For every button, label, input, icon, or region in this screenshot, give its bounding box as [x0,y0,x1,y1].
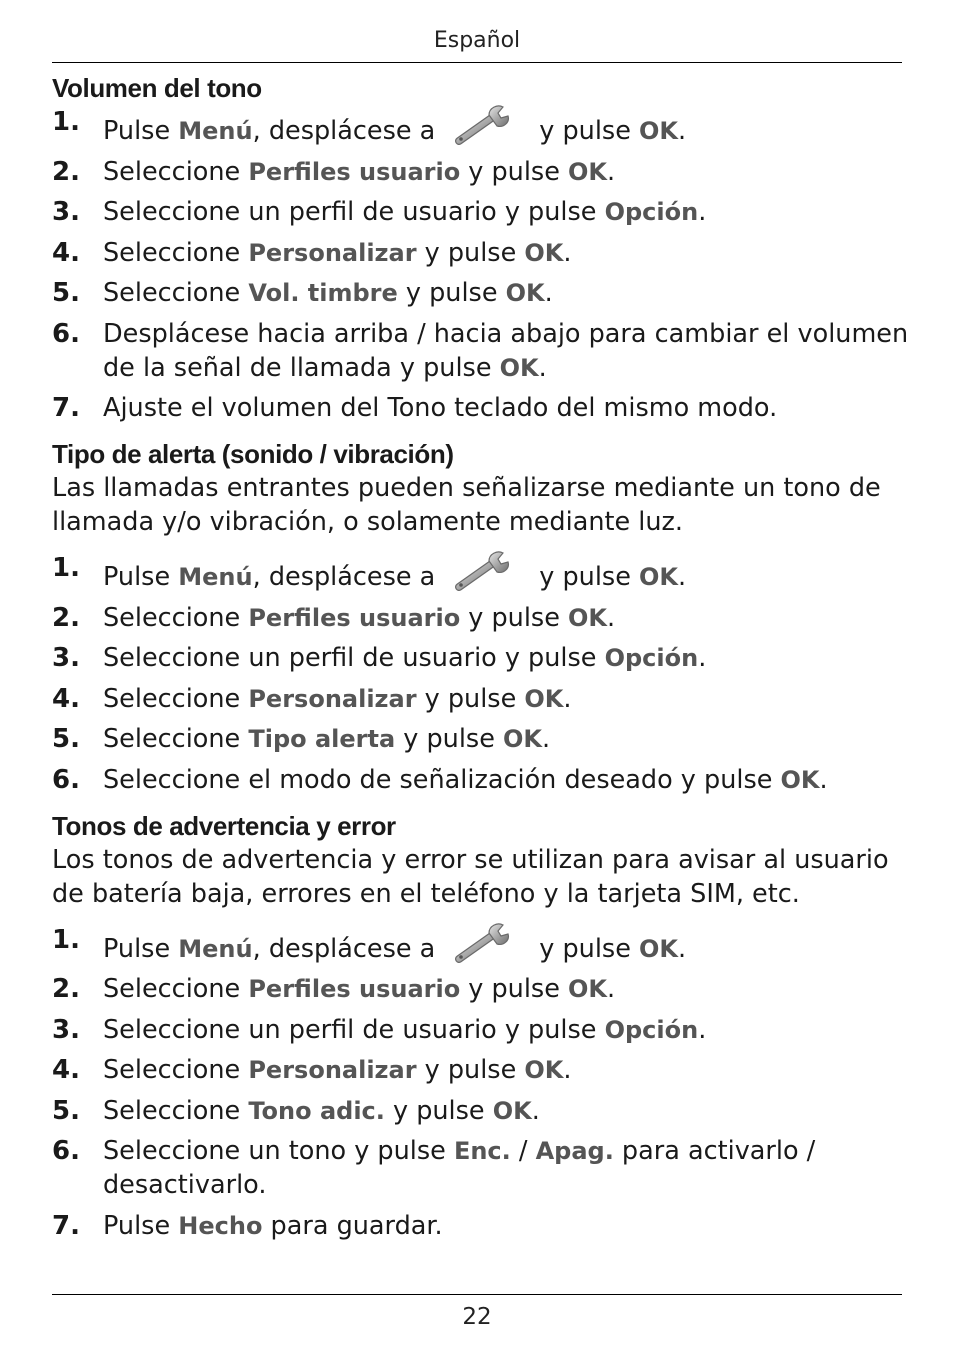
steps-list [52,923,912,1243]
step-text: . [678,562,687,592]
step-text: y pulse [397,278,506,308]
keyword: Menú [178,934,253,963]
step-text: Pulse [103,933,179,964]
step-text: Seleccione [103,237,249,268]
keyword: OK [639,563,679,591]
keyword: Tono adic. [248,1096,385,1125]
keyword: OK [492,1096,532,1125]
step-number: 4. [52,1055,80,1085]
list-item [52,391,912,425]
keyword: OK [568,157,608,186]
step-text: Seleccione [103,602,249,633]
list-item [52,1209,912,1243]
header-divider [52,62,902,63]
footer-divider [52,1294,902,1295]
keyword: OK [524,684,564,713]
keyword: Opción [604,644,699,672]
step-text: y pulse [395,724,503,754]
step-text: Seleccione un perfil de usuario y pulse [103,197,605,227]
step-text: y pulse [460,156,569,187]
step-number: 5. [52,278,80,308]
list-item [52,105,912,148]
keyword: Personalizar [248,684,417,713]
step-text: . [678,933,687,964]
step-text: . [563,237,572,268]
list-item [52,763,912,797]
step-number: 3. [52,643,80,673]
step-text: Seleccione un perfil de usuario y pulse [103,643,605,673]
step-number: 7. [52,393,80,423]
step-text: , desplácese a [252,933,436,964]
keyword: OK [505,279,545,307]
step-text: Seleccione [103,278,249,308]
step-text: Pulse [103,1210,179,1241]
wrench-icon [453,923,517,963]
step-text: . [698,197,707,227]
keyword: OK [499,353,539,382]
step-text: Desplácese hacia arriba / hacia abajo para cambiar el volumen de la señal de llamada y pulse [103,318,909,383]
step-text: . [819,764,828,795]
list-item [52,923,912,966]
keyword: Opción [604,198,699,226]
step-number: 4. [52,237,80,268]
step-text: Pulse [103,562,179,592]
step-text: para activarlo / desactivarlo. [103,1136,816,1200]
step-text: . [544,278,553,308]
step-text: . [538,352,547,383]
list-item [52,276,912,310]
section-title: Volumen del tono [52,73,262,103]
step-text: y pulse [416,683,525,714]
step-text: y pulse [539,116,640,146]
step-text: Seleccione [103,1055,249,1085]
keyword: Menú [178,563,253,591]
step-text: Seleccione el modo de señalización deseado y pulse [103,764,781,795]
list-item [52,1053,912,1087]
step-number: 4. [52,683,80,714]
step-text: y pulse [384,1095,493,1126]
step-number: 7. [52,1210,80,1241]
step-text: para guardar. [262,1210,443,1241]
list-item [52,601,912,635]
step-text: Seleccione [103,156,249,187]
step-number: 6. [52,1136,80,1166]
step-number: 5. [52,724,80,754]
step-text: y pulse [539,933,640,964]
step-number: 2. [52,974,80,1004]
list-item [52,641,912,675]
steps-list [52,551,912,797]
list-item [52,1094,912,1128]
section-intro: Las llamadas entrantes pueden señalizarse mediante un tono de llamada y/o vibración, o solamente mediante luz. [52,473,881,537]
step-text: , desplácese a [252,116,436,146]
page-content [52,71,912,1255]
step-text: y pulse [460,974,569,1004]
section-title: Tonos de advertencia y error [52,810,396,841]
keyword: OK [524,1056,564,1084]
step-text: / [510,1136,536,1166]
keyword: Perfiles usuario [248,603,461,632]
steps-list [52,105,912,425]
section-volumen-del-tono [52,71,912,425]
list-item [52,722,912,756]
step-number: 1. [52,553,80,583]
step-text: . [563,683,572,714]
keyword: OK [639,117,679,145]
list-item [52,155,912,189]
step-text: Seleccione [103,683,249,714]
wrench-icon [453,551,517,591]
step-number: 5. [52,1095,80,1126]
list-item [52,972,912,1006]
step-number: 6. [52,318,80,349]
step-text: Pulse [103,116,179,146]
step-text: Seleccione [103,974,249,1004]
keyword: OK [639,934,679,963]
list-item [52,551,912,594]
step-number: 3. [52,197,80,227]
step-text: , desplácese a [252,562,436,592]
section-title: Tipo de alerta (sonido / vibración) [52,439,454,469]
keyword: Personalizar [248,1056,417,1084]
keyword: OK [780,765,820,794]
keyword: Hecho [178,1211,263,1240]
step-text: . [678,116,687,146]
step-text: . [563,1055,572,1085]
step-text: y pulse [416,237,525,268]
step-number: 6. [52,764,80,795]
list-item [52,682,912,716]
keyword: OK [568,603,608,632]
keyword: Vol. timbre [248,279,398,307]
step-text: Ajuste el volumen del Tono teclado del mismo modo. [103,393,778,423]
keyword: Enc. [453,1137,511,1165]
step-text: Seleccione [103,724,249,754]
keyword: OK [568,975,608,1003]
keyword: Tipo alerta [248,725,396,753]
step-text: . [607,156,616,187]
wrench-icon [453,105,517,145]
step-text: . [698,643,707,673]
list-item [52,195,912,229]
keyword: Apag. [535,1137,614,1165]
step-text: . [531,1095,540,1126]
step-text: . [607,602,616,633]
list-item [52,1013,912,1047]
step-number: 3. [52,1014,80,1045]
step-number: 1. [52,107,80,137]
step-text: . [542,724,551,754]
keyword: Personalizar [248,238,417,267]
step-text: y pulse [539,562,640,592]
list-item [52,236,912,270]
step-text: . [607,974,616,1004]
page-header-language: Español [433,28,521,53]
step-text: Seleccione un tono y pulse [103,1136,454,1166]
keyword: OK [524,238,564,267]
keyword: OK [503,725,542,753]
step-text: Seleccione [103,1095,249,1126]
keyword: Opción [604,1015,699,1044]
section-intro: Los tonos de advertencia y error se utilizan para avisar al usuario de batería baja, errores en el teléfono y la tarjeta SIM, etc. [52,844,889,909]
step-number: 2. [52,602,80,633]
step-text: . [698,1014,707,1045]
list-item [52,317,912,385]
keyword: Perfiles usuario [248,157,461,186]
step-text: Seleccione un perfil de usuario y pulse [103,1014,605,1045]
section-tipo-de-alerta [52,437,912,797]
step-text: y pulse [416,1055,525,1085]
step-number: 2. [52,156,80,187]
step-number: 1. [52,924,80,955]
keyword: Menú [178,117,253,145]
keyword: Perfiles usuario [248,975,461,1003]
list-item [52,1134,912,1202]
section-tonos-de-advertencia [52,809,912,1243]
page-number: 22 [462,1304,492,1330]
step-text: y pulse [460,602,569,633]
